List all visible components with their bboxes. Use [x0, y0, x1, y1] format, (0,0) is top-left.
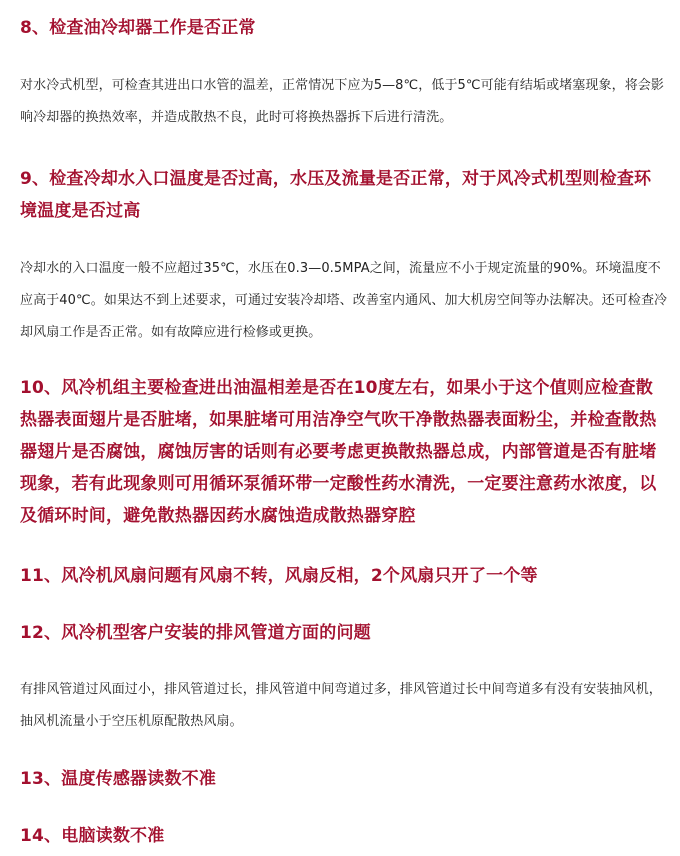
- section-8-heading: 8、检查油冷却器工作是否正常: [20, 18, 256, 38]
- section-12-heading: 12、风冷机型客户安装的排风管道方面的问题: [20, 623, 371, 643]
- section-8-body: 对水冷式机型，可检查其进出口水管的温差，正常情况下应为5—8℃，低于5℃可能有结垢或堵塞现象，将会影响冷却器的换热效率，并造成散热不良，此时可将换热器拆下后进行清洗。: [20, 78, 665, 125]
- section-9-heading: 9、检查冷却水入口温度是否过高，水压及流量是否正常，对于风冷式机型则检查环境温度是否过高: [20, 169, 652, 221]
- section-9-body: 冷却水的入口温度一般不应超过35℃，水压在0.3—0.5MPA之间，流量应不小于规定流量的90%。环境温度不应高于40℃。如果达不到上述要求，可通过安装冷却塔、改善室内通风、加大机房空间等办法解决。还可检查冷却风扇工作是否正常。如有故障应进行检修或更换。: [20, 261, 668, 340]
- section-10-heading: 10、风冷机组主要检查进出油温相差是否在10度左右，如果小于这个值则应检查散热器表面翅片是否脏堵，如果脏堵可用洁净空气吹干净散热器表面粉尘，并检查散热器翅片是否腐蚀，腐蚀厉害的话则有必要考虑更换散热器总成，内部管道是否有脏堵现象，若有此现象则可用循环泵循环带一定酸性药水清洗，一定要注意药水浓度，以及循环时间，避免散热器因药水腐蚀造成散热器穿腔: [20, 378, 657, 526]
- section-13-heading: 13、温度传感器读数不准: [20, 769, 217, 789]
- section-11-heading: 11、风冷机风扇问题有风扇不转，风扇反相，2个风扇只开了一个等: [20, 566, 538, 586]
- section-14-heading: 14、电脑读数不准: [20, 826, 165, 846]
- section-12-body: 有排风管道过风面过小，排风管道过长，排风管道中间弯道过多，排风管道过长中间弯道多有没有安装抽风机，抽风机流量小于空压机原配散热风扇。: [20, 682, 662, 729]
